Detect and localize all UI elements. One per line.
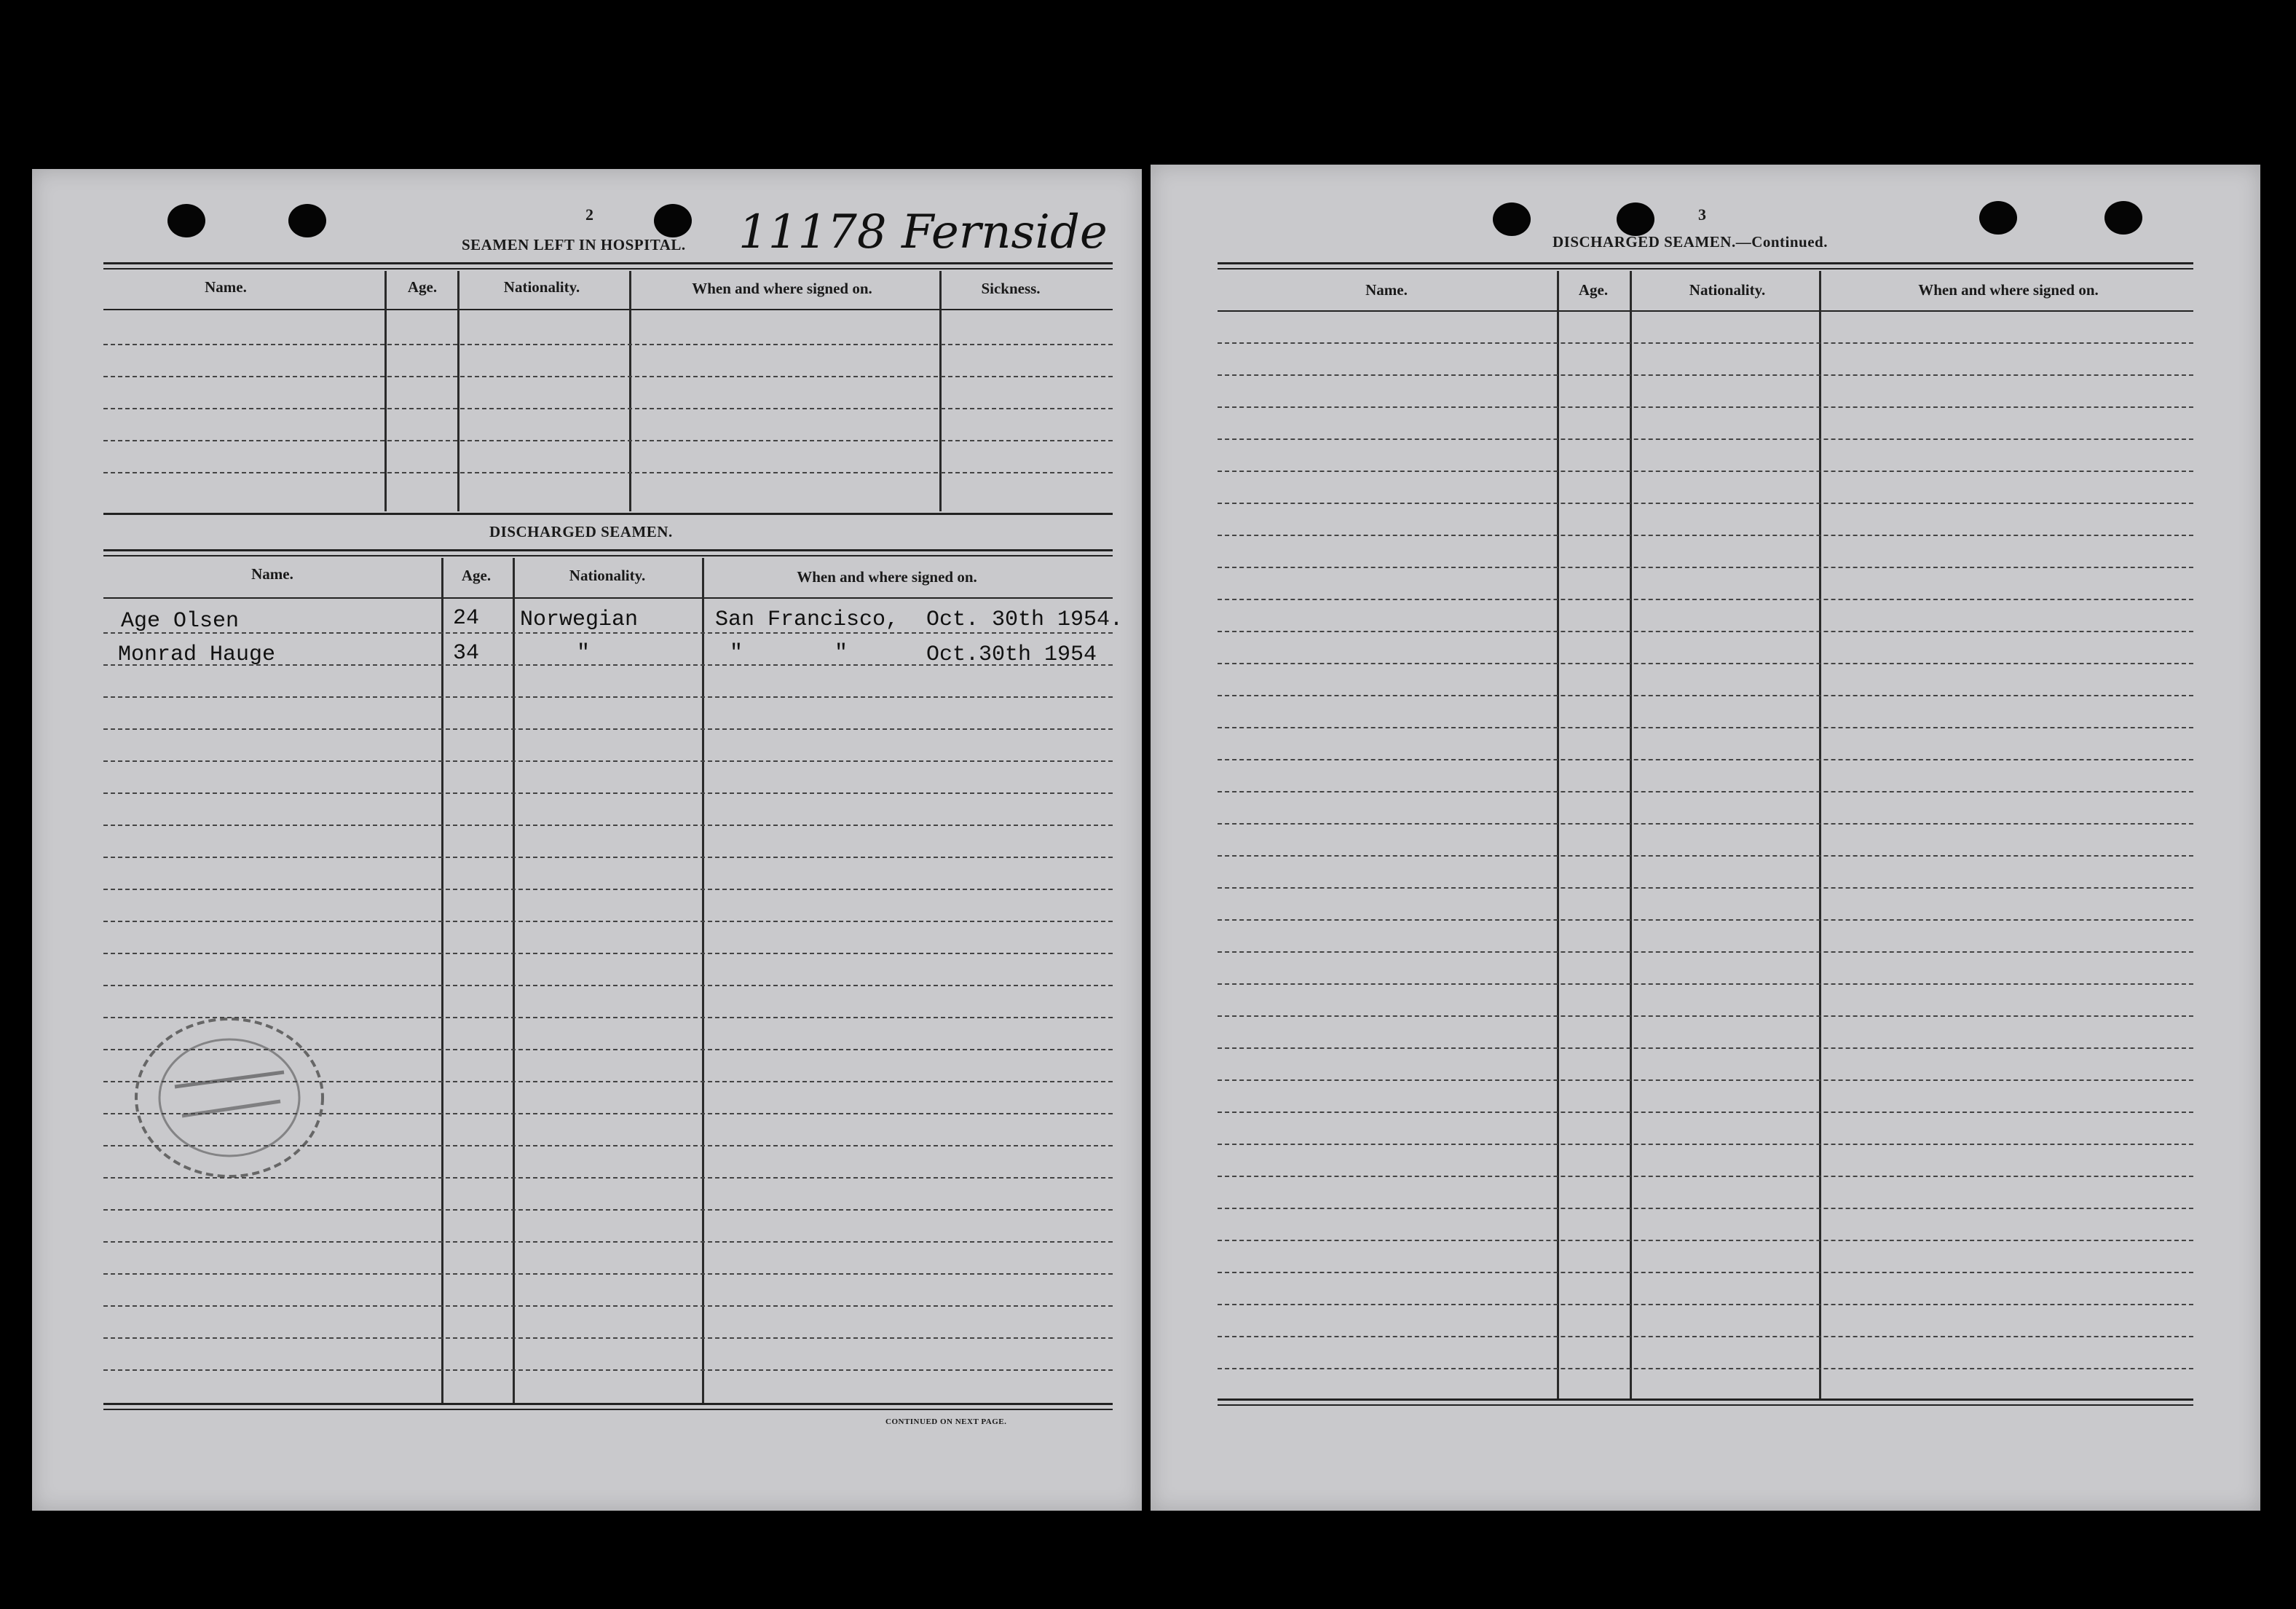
dotted-row-line — [1218, 1208, 2193, 1209]
rule — [103, 1409, 1113, 1410]
dotted-row-line — [103, 1113, 1113, 1114]
dotted-row-line — [1218, 823, 2193, 825]
dotted-row-line — [1218, 791, 2193, 792]
column-divider — [457, 271, 459, 511]
dotted-row-line — [1218, 342, 2193, 344]
column-header-signed-on: When and where signed on. — [797, 568, 977, 586]
dotted-row-line — [1218, 1240, 2193, 1241]
dotted-row-line — [103, 889, 1113, 890]
signed-on-date: Oct. 30th 1954. — [926, 607, 1124, 632]
dotted-row-line — [103, 953, 1113, 954]
column-divider — [1630, 271, 1632, 1400]
rule — [103, 262, 1113, 264]
dotted-row-line — [103, 344, 1113, 345]
dotted-row-line — [103, 1081, 1113, 1082]
dotted-row-line — [103, 1273, 1113, 1275]
column-header-signed-on: When and where signed on. — [692, 280, 872, 297]
dotted-row-line — [1218, 567, 2193, 568]
dotted-row-line — [1218, 1047, 2193, 1049]
rule — [103, 555, 1113, 556]
column-header-age: Age. — [407, 278, 438, 296]
punch-hole-icon — [1493, 202, 1531, 236]
seaman-age: 34 — [453, 641, 480, 666]
dotted-row-line — [103, 1305, 1113, 1307]
punch-hole-icon — [2104, 201, 2142, 235]
dotted-row-line — [103, 376, 1113, 377]
rule — [103, 549, 1113, 551]
dotted-row-line — [1218, 438, 2193, 440]
dotted-row-line — [1218, 983, 2193, 985]
rule — [103, 597, 1113, 599]
seaman-name: Age Olsen — [121, 609, 240, 634]
dotted-row-line — [103, 1369, 1113, 1371]
punch-hole-icon — [1979, 201, 2017, 235]
right-page — [1151, 165, 2260, 1511]
dotted-row-line — [1218, 1144, 2193, 1145]
dotted-row-line — [103, 408, 1113, 409]
seaman-name: Monrad Hauge — [118, 642, 276, 667]
rule — [103, 1403, 1113, 1405]
dotted-row-line — [1218, 855, 2193, 857]
dotted-row-line — [1218, 503, 2193, 504]
dotted-row-line — [1218, 887, 2193, 889]
dotted-row-line — [103, 921, 1113, 922]
dotted-row-line — [103, 825, 1113, 826]
dotted-row-line — [1218, 1176, 2193, 1177]
rule — [103, 309, 1113, 310]
dotted-row-line — [103, 728, 1113, 730]
rule — [1218, 1398, 2193, 1401]
dotted-row-line — [103, 985, 1113, 986]
dotted-row-line — [1218, 1336, 2193, 1337]
seaman-nationality: " — [577, 641, 591, 666]
signed-on-place: " " — [730, 641, 848, 666]
dotted-row-line — [1218, 663, 2193, 664]
column-header-name: Name. — [205, 278, 247, 296]
dotted-row-line — [103, 760, 1113, 762]
punch-hole-icon — [167, 204, 205, 237]
circular-stamp-icon — [124, 1007, 335, 1189]
dotted-row-line — [103, 857, 1113, 858]
dotted-row-line — [1218, 1079, 2193, 1081]
dotted-row-line — [1218, 406, 2193, 408]
column-divider — [384, 271, 387, 511]
dotted-row-line — [103, 1337, 1113, 1339]
column-divider — [939, 271, 942, 511]
dotted-row-line — [103, 792, 1113, 794]
dotted-row-line — [103, 440, 1113, 441]
dotted-row-line — [1218, 1304, 2193, 1305]
column-header-sickness: Sickness. — [981, 280, 1041, 297]
handwritten-note: 11178 Fernside — [738, 205, 1108, 259]
dotted-row-line — [103, 1241, 1113, 1243]
dotted-row-line — [1218, 471, 2193, 472]
column-header-nationality: Nationality. — [569, 567, 646, 584]
continued-note: CONTINUED ON NEXT PAGE. — [885, 1417, 1007, 1426]
rule — [1218, 310, 2193, 312]
column-header-age: Age. — [461, 567, 492, 584]
dotted-row-line — [1218, 1015, 2193, 1017]
punch-hole-icon — [288, 204, 326, 237]
dotted-row-line — [103, 472, 1113, 473]
column-divider — [1557, 271, 1559, 1400]
dotted-row-line — [1218, 727, 2193, 728]
signed-on-place: San Francisco, — [715, 607, 899, 632]
dotted-row-line — [103, 1049, 1113, 1050]
dotted-row-line — [103, 1177, 1113, 1179]
column-divider — [441, 558, 443, 1403]
dotted-row-line — [1218, 1272, 2193, 1273]
dotted-row-line — [103, 696, 1113, 698]
rule — [1218, 262, 2193, 264]
dotted-row-line — [103, 632, 1113, 634]
dotted-row-line — [1218, 599, 2193, 600]
column-header-signed-on: When and where signed on. — [1918, 281, 2099, 299]
left-page — [32, 169, 1142, 1511]
punch-hole-icon — [654, 204, 692, 237]
discharged-continued-title: DISCHARGED SEAMEN.—Continued. — [1553, 233, 1828, 251]
seaman-nationality: Norwegian — [520, 607, 639, 632]
dotted-row-line — [103, 664, 1113, 666]
dotted-row-line — [1218, 1112, 2193, 1113]
dotted-row-line — [103, 1017, 1113, 1018]
column-header-name: Name. — [1365, 281, 1408, 299]
column-divider — [513, 558, 515, 1403]
rule — [103, 513, 1113, 515]
page-number: 2 — [585, 205, 593, 224]
column-divider — [1819, 271, 1821, 1400]
dotted-row-line — [103, 1145, 1113, 1146]
dotted-row-line — [1218, 695, 2193, 696]
dotted-row-line — [1218, 631, 2193, 632]
dotted-row-line — [1218, 535, 2193, 536]
seaman-age: 24 — [453, 606, 480, 631]
rule — [1218, 1404, 2193, 1406]
dotted-row-line — [1218, 374, 2193, 376]
signed-on-date: Oct.30th 1954 — [926, 642, 1097, 667]
column-divider — [629, 271, 631, 511]
dotted-row-line — [1218, 951, 2193, 953]
column-divider — [702, 558, 704, 1403]
rule — [1218, 268, 2193, 270]
page-number: 3 — [1698, 205, 1706, 224]
dotted-row-line — [1218, 919, 2193, 921]
discharged-section-title: DISCHARGED SEAMEN. — [489, 523, 673, 540]
punch-hole-icon — [1617, 202, 1654, 236]
dotted-row-line — [1218, 1368, 2193, 1369]
column-header-name: Name. — [251, 565, 293, 583]
column-header-nationality: Nationality. — [1689, 281, 1766, 299]
dotted-row-line — [1218, 759, 2193, 760]
rule — [103, 268, 1113, 270]
hospital-section-title: SEAMEN LEFT IN HOSPITAL. — [462, 236, 686, 253]
column-header-age: Age. — [1578, 281, 1609, 299]
dotted-row-line — [103, 1209, 1113, 1211]
column-header-nationality: Nationality. — [503, 278, 580, 296]
